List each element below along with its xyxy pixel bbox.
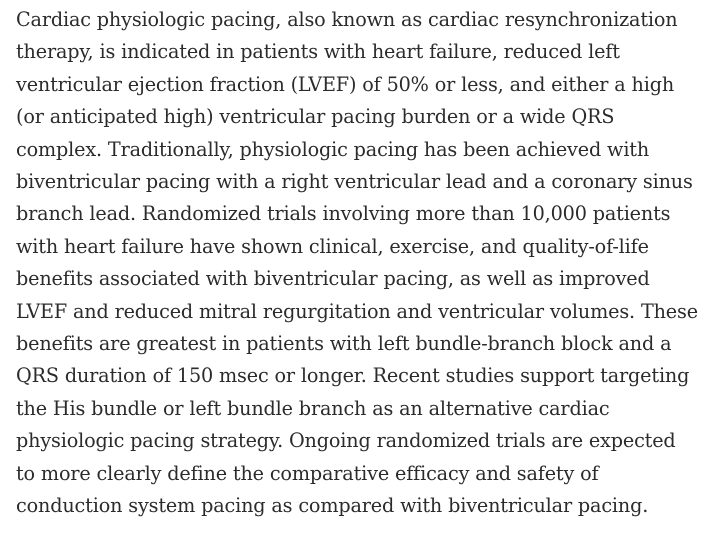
abstract-paragraph	[16, 4, 701, 523]
paragraph-line: complex. Traditionally, physiologic pacing has been achieved with	[16, 137, 650, 161]
paragraph-line: (or anticipated high) ventricular pacing burden or a wide QRS	[16, 105, 615, 129]
paragraph-line: with heart failure have shown clinical, exercise, and quality-of-life	[16, 234, 649, 258]
paragraph-line: therapy, is indicated in patients with heart failure, reduced left	[16, 40, 620, 64]
paragraph-line: physiologic pacing strategy. Ongoing randomized trials are expected	[16, 429, 676, 453]
paragraph-line: biventricular pacing with a right ventricular lead and a coronary sinus	[16, 170, 693, 194]
paragraph-line: ventricular ejection fraction (LVEF) of 50% or less, and either a high	[16, 72, 675, 96]
paragraph-line: branch lead. Randomized trials involving more than 10,000 patients	[16, 202, 671, 226]
paragraph-line: benefits associated with biventricular pacing, as well as improved	[16, 267, 650, 291]
paragraph-line: conduction system pacing as compared with biventricular pacing.	[16, 494, 649, 518]
paragraph-line: the His bundle or left bundle branch as an alternative cardiac	[16, 396, 610, 420]
paragraph-line: to more clearly define the comparative efficacy and safety of	[16, 461, 599, 485]
paragraph-line: Cardiac physiologic pacing, also known as cardiac resynchronization	[16, 8, 678, 31]
paragraph-line: LVEF and reduced mitral regurgitation and ventricular volumes. These	[16, 299, 698, 323]
paragraph-line: QRS duration of 150 msec or longer. Recent studies support targeting	[16, 364, 690, 388]
paragraph-line: benefits are greatest in patients with left bundle-branch block and a	[16, 332, 672, 356]
